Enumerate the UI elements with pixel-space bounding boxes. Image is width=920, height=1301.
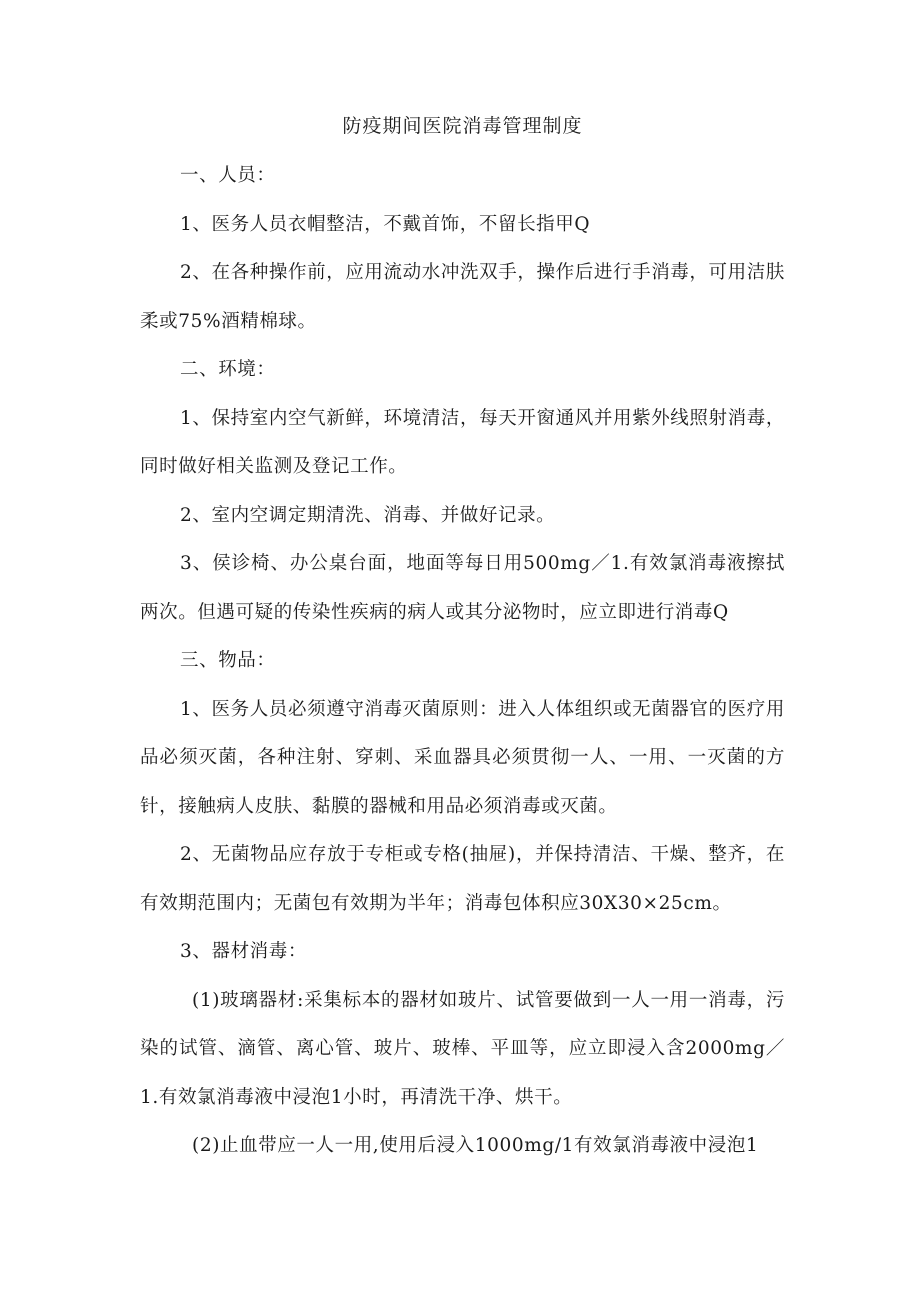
section-heading-items: 三、物品：	[180, 650, 276, 671]
paragraph: 1、医务人员衣帽整洁，不戴首饰，不留长指甲Q	[180, 213, 591, 235]
subsection-heading-equipment: 3、器材消毒：	[180, 941, 307, 962]
paragraph: 3、侯诊椅、办公桌台面，地面等每日用500mg／1.有效氯消毒液擦拭两次。但遇可疑的传染性疾病的病人或其分泌物时，应立即进行消毒Q	[140, 553, 785, 623]
paragraph: 2、在各种操作前，应用流动水冲洗双手，操作后进行手消毒，可用洁肤柔或75%酒精棉球。	[140, 262, 785, 332]
paragraph: 1、保持室内空气新鲜，环境清洁，每天开窗通风并用紫外线照射消毒，同时做好相关监测及登记工作。	[140, 407, 785, 477]
section-heading-environment: 二、环境：	[180, 359, 276, 380]
document-title: 防疫期间医院消毒管理制度	[342, 115, 583, 137]
document-page	[140, 100, 785, 1171]
paragraph: 2、无菌物品应存放于专柜或专格(抽屉)，并保持清洁、干燥、整齐，在有效期范围内；无菌包有效期为半年；消毒包体积应30X30×25cm。	[140, 844, 785, 914]
paragraph: (1)玻璃器材:采集标本的器材如玻片、试管要做到一人一用一消毒，污染的试管、滴管、离心管、玻片、玻棒、平皿等，应立即浸入含2000mg／1.有效氯消毒液中浸泡1小时，再清洗干净、烘干。	[140, 989, 785, 1108]
paragraph: 2、室内空调定期清洗、消毒、并做好记录。	[180, 504, 556, 526]
paragraph: 1、医务人员必须遵守消毒灭菌原则：进入人体组织或无菌器官的医疗用品必须灭菌，各种注射、穿刺、采血器具必须贯彻一人、一用、一灭菌的方针，接触病人皮肤、黏膜的器械和用品必须消毒或灭菌。	[140, 698, 785, 817]
paragraph: (2)止血带应一人一用,使用后浸入1000mg/1有效氯消毒液中浸泡1	[192, 1135, 759, 1156]
section-heading-personnel: 一、人员：	[180, 165, 276, 186]
